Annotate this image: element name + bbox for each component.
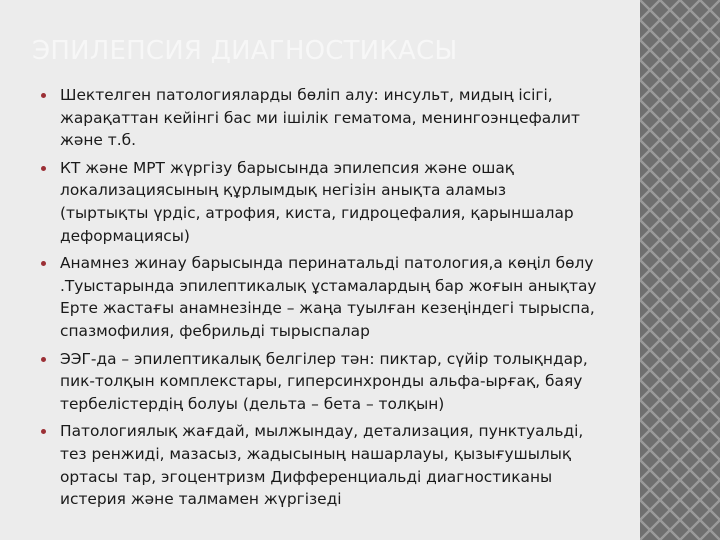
bullet-text: Анамнез жинау барысында перинатальді патология,а көңіл бөлу .Туыстарында эпилептикалық ұстамалардың бар жоғын анықтау Ерте жастағы анамнезінде – жаңа туылған кезеңіндегі тырыспа, спазмофилия, фебрильді тырыспалар <box>60 254 597 340</box>
bullet-text: КТ және МРТ жүргізу барысында эпилепсия және ошақ локализациясының құрлымдық негізін анықта аламыз (тыртықты үрдіс, атрофия, киста, гидроцефалия, қарыншалар деформациясы) <box>60 158 574 245</box>
bullet-text: Патологиялық жағдай, мылжындау, детализация, пунктуальді, тез ренжиді, мазасыз, жадысының нашарлауы, қызығушылық ортасы тар, эгоцентризм Дифференциальді диагностиканы истерия және талмамен жүргізеді <box>60 422 584 509</box>
bullet-list <box>38 84 598 516</box>
slide-title: ЭПИЛЕПСИЯ ДИАГНОСТИКАСЫ <box>32 36 458 66</box>
bullet-dot-icon <box>41 166 46 171</box>
bullet-item <box>38 420 598 510</box>
bullet-dot-icon <box>41 429 46 434</box>
bullet-item <box>38 252 598 342</box>
bullet-dot-icon <box>41 93 46 98</box>
bullet-item <box>38 348 598 416</box>
bullet-dot-icon <box>41 357 46 362</box>
bullet-dot-icon <box>41 261 46 266</box>
bullet-text: Шектелген патологияларды бөліп алу: инсульт, мидың ісігі, жарақаттан кейінгі бас ми ішілік гематома, менингоэнцефалит және т.б. <box>60 86 580 150</box>
decorative-pattern-band <box>640 0 720 540</box>
bullet-item <box>38 157 598 247</box>
bullet-item <box>38 84 598 152</box>
bullet-text: ЭЭГ-да – эпилептикалық белгілер тән: пиктар, сүйір толықндар, пик-толқын комплекстары, гиперсинхронды альфа-ырғақ, баяу тербелістердің болуы (дельта – бета – толқын) <box>60 349 588 413</box>
